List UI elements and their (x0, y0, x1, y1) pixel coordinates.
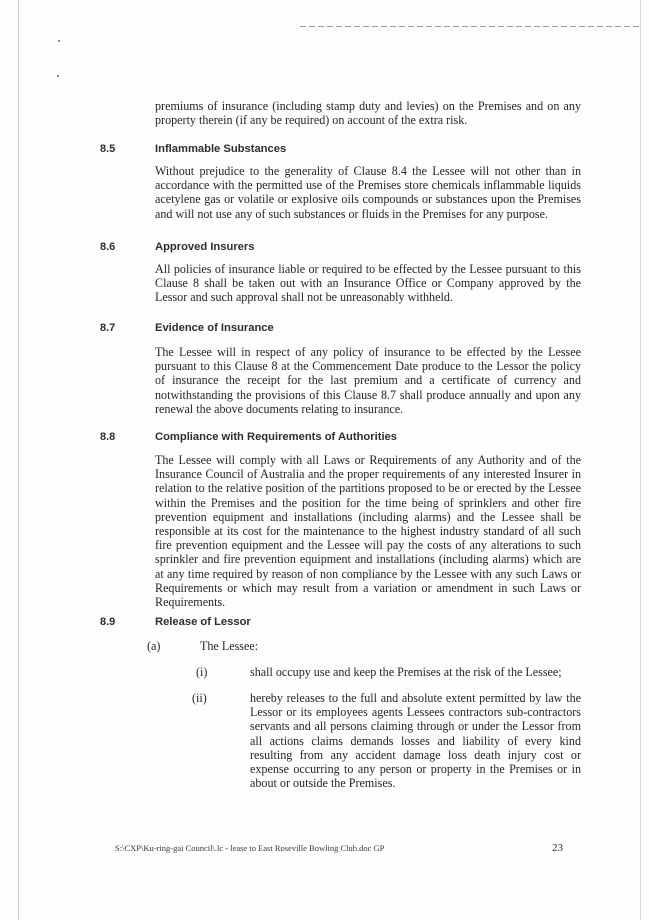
release-a-text: The Lessee: (200, 639, 259, 653)
footer-file-path: S:\CXP\Ku-ring-gai Council\.lc - lease to East Roseville Bowling Club.doc GP (115, 843, 385, 853)
release-item-label: (ii) (192, 691, 207, 705)
release-item-text: shall occupy use and keep the Premises at the risk of the Lessee; (250, 665, 562, 679)
release-a-label: (a) (147, 639, 161, 653)
clause-number: 8.9 (100, 616, 116, 628)
clause-number: 8.8 (100, 431, 116, 443)
scan-edge-left (18, 0, 19, 920)
clause-number: 8.5 (100, 143, 116, 155)
scan-speck (57, 75, 59, 77)
release-item-text: hereby releases to the full and absolute extent permitted by law the Lessor or its employees agents Lessees contractors sub-contractors servants and all persons claiming through or under the Lessor from all actions claims demands losses and liability of every kind resulting from any accident damage loss death injury cost or expense occurring to any person or property in the Premises or in about or outside the Premises. (250, 691, 581, 791)
clause-number: 8.6 (100, 241, 116, 253)
clause-number: 8.7 (100, 322, 116, 334)
page-number: 23 (552, 842, 563, 854)
clause-heading: Evidence of Insurance (155, 322, 274, 334)
clause-heading: Inflammable Substances (155, 143, 287, 155)
clause-text: All policies of insurance liable or required to be effected by the Lessee pursuant to this Clause 8 shall be taken out with an Insurance Office or Company approved by the Lessor and such approval shall not be unreasonably withheld. (155, 262, 581, 305)
intro-paragraph: premiums of insurance (including stamp duty and levies) on the Premises and on any property therein (if any be required) on account of the extra risk. (155, 99, 581, 128)
scan-speck (58, 40, 60, 42)
clause-text: The Lessee will comply with all Laws or Requirements of any Authority and of the Insurance Council of Australia and the proper requirements of any interested Insurer in relation to the relative position of the partitions proposed to be or erected by the Lessee within the Premises and the position for the time being of sprinklers and other fire prevention equipment and installations (including alarms) and the Lessee shall be responsible at its cost for the maintenance to the highest industry standard of all such fire prevention equipment and the Lessee will pay the costs of any alterations to such sprinkler and fire prevention equipment and installations (including alarms) which are at any time required by reason of non compliance by the Lessee with any such Laws or Requirements or which may result from a variation or amendment in such Laws or Requirements. (155, 453, 581, 610)
clause-heading: Approved Insurers (155, 241, 255, 253)
release-item-label: (i) (196, 665, 208, 679)
clause-heading: Compliance with Requirements of Authorities (155, 431, 398, 443)
clause-heading: Release of Lessor (155, 616, 251, 628)
clause-text: The Lessee will in respect of any policy of insurance to be effected by the Lessee pursuant to this Clause 8 at the Commencement Date produce to the Lessor the policy of insurance the receipt for the last premium and a certificate of currency and notwithstanding the provisions of this Clause 8.7 shall produce annually and upon any renewal the above documents relating to insurance. (155, 345, 581, 416)
scan-edge-right (640, 0, 641, 920)
clause-text: Without prejudice to the generality of Clause 8.4 the Lessee will not other than in accordance with the permitted use of the Premises store chemicals inflammable liquids acetylene gas or volatile or explosive oils compounds or substances upon the Premises and will not use any of such substances or fluids in the Premises for any purpose. (155, 164, 581, 221)
scan-top-rule (300, 26, 640, 27)
